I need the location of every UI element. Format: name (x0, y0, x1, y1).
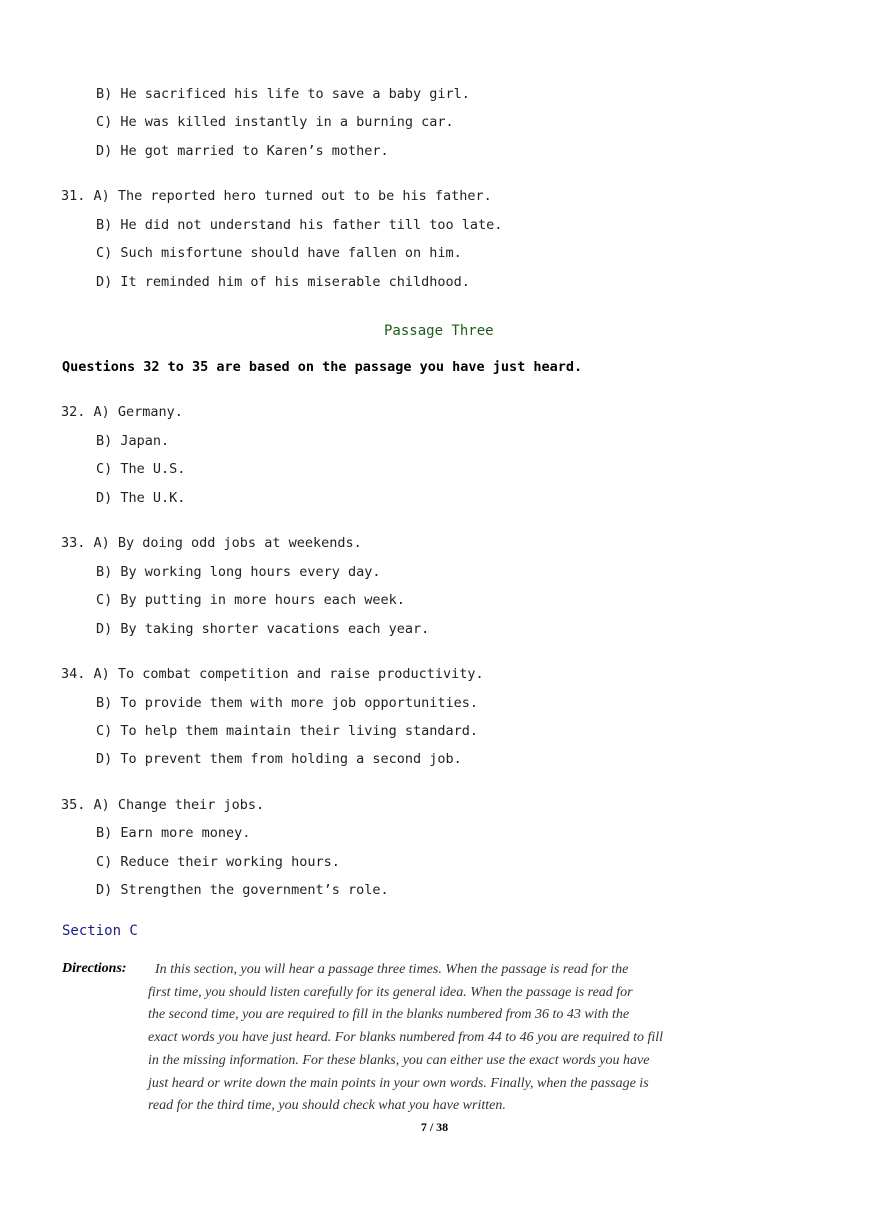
q30-option-d: D) He got married to Karen’s mother. (96, 143, 389, 159)
q35-option-d: D) Strengthen the government’s role. (96, 882, 389, 898)
q31-option-b: B) He did not understand his father till too late. (96, 217, 503, 233)
directions-line: first time, you should listen carefully for its general idea. When the passage is read for (148, 985, 633, 1000)
q30-option-c: C) He was killed instantly in a burning car. (96, 114, 454, 130)
q35-option-b: B) Earn more money. (96, 825, 251, 841)
directions-line: read for the third time, you should check what you have written. (148, 1098, 506, 1113)
q30-option-b: B) He sacrificed his life to save a baby girl. (96, 86, 470, 102)
q33-option-c: C) By putting in more hours each week. (96, 592, 405, 608)
directions-line: In this section, you will hear a passage three times. When the passage is read for the (155, 962, 629, 977)
q34-option-a: 34. A) To combat competition and raise productivity. (61, 666, 484, 682)
q32-option-b: B) Japan. (96, 433, 170, 449)
q34-option-c: C) To help them maintain their living standard. (96, 723, 479, 739)
passage-instruction: Questions 32 to 35 are based on the passage you have just heard. (62, 359, 583, 375)
q32-option-d: D) The U.K. (96, 490, 186, 506)
q31-option-a: 31. A) The reported hero turned out to be his father. (61, 188, 492, 204)
q31-option-c: C) Such misfortune should have fallen on him. (96, 245, 462, 261)
q33-option-b: B) By working long hours every day. (96, 564, 381, 580)
q33-option-a: 33. A) By doing odd jobs at weekends. (61, 535, 362, 551)
q32-option-c: C) The U.S. (96, 461, 186, 477)
directions-line: just heard or write down the main points in your own words. Finally, when the passage is (148, 1076, 649, 1091)
page-number: 7 / 38 (420, 1120, 449, 1134)
section-heading: Section C (62, 923, 138, 939)
q34-option-d: D) To prevent them from holding a second job. (96, 751, 462, 767)
directions-line: in the missing information. For these blanks, you can either use the exact words you have (148, 1053, 650, 1068)
q34-option-b: B) To provide them with more job opportunities. (96, 695, 479, 711)
directions-label: Directions: (62, 961, 127, 976)
directions-line: exact words you have just heard. For blanks numbered from 44 to 46 you are required to fill (148, 1030, 664, 1045)
q32-option-a: 32. A) Germany. (61, 404, 183, 420)
q35-option-a: 35. A) Change their jobs. (61, 797, 265, 813)
q33-option-d: D) By taking shorter vacations each year. (96, 621, 430, 637)
q35-option-c: C) Reduce their working hours. (96, 854, 340, 870)
passage-title: Passage Three (384, 323, 494, 339)
directions-line: the second time, you are required to fill in the blanks numbered from 36 to 43 with the (148, 1007, 630, 1022)
q31-option-d: D) It reminded him of his miserable childhood. (96, 274, 470, 290)
